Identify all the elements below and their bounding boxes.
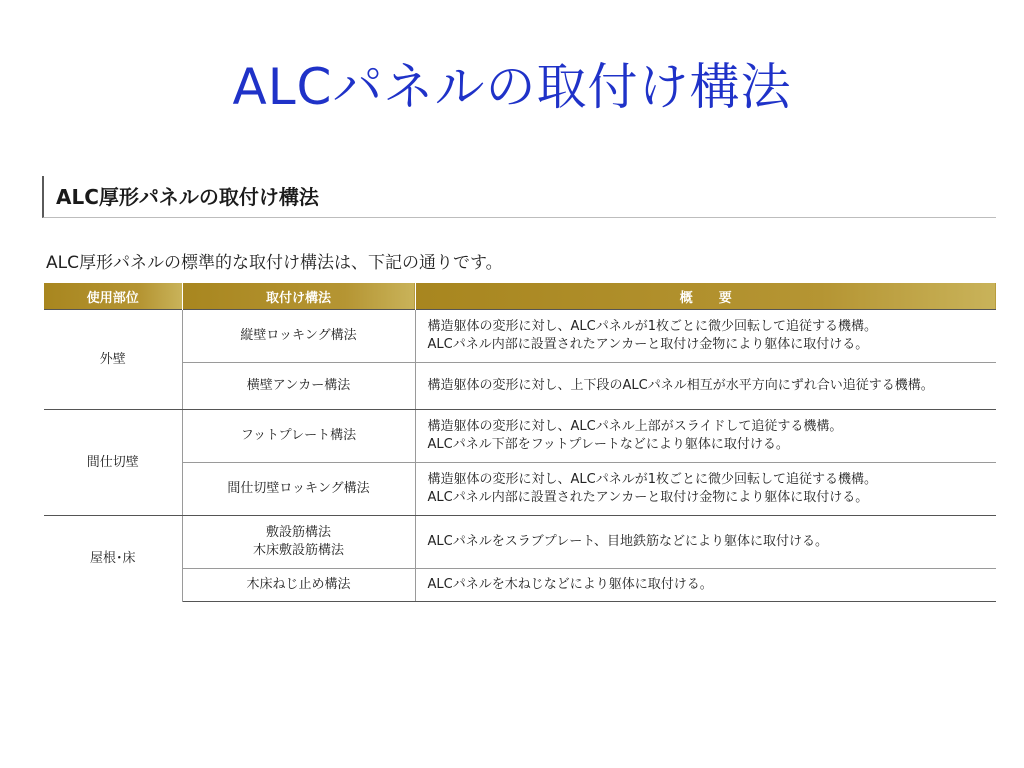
method-name: 木床ねじ止め構法 — [246, 577, 351, 592]
section-heading — [42, 176, 996, 218]
summary-cell — [415, 463, 996, 516]
table-row — [44, 569, 996, 602]
summary-line: ALCパネル内部に設置されたアンカーと取付け金物により躯体に取付ける。 — [427, 490, 869, 505]
summary-line: ALCパネルを木ねじなどにより躯体に取付ける。 — [427, 577, 713, 592]
method-name: フットプレート構法 — [240, 428, 357, 443]
slide-title: ALCパネルの取付け構法 — [232, 58, 792, 116]
summary-line: 構造躯体の変形に対し、ALCパネルが1枚ごとに微少回転して追従する機構。 — [427, 319, 877, 334]
table-row — [44, 410, 996, 463]
table-row — [44, 463, 996, 516]
summary-cell — [415, 516, 996, 569]
summary-cell — [415, 363, 996, 410]
table-row — [44, 516, 996, 569]
method-cell — [182, 516, 415, 569]
summary-cell — [415, 410, 996, 463]
method-cell — [182, 363, 415, 410]
part-cell: 外壁 — [44, 310, 182, 410]
method-name: 横壁アンカー構法 — [246, 378, 351, 393]
summary-line: ALCパネル下部をフットプレートなどにより躯体に取付ける。 — [427, 437, 789, 452]
method-cell — [182, 310, 415, 363]
method-cell — [182, 569, 415, 602]
table-row — [44, 363, 996, 410]
header-summary: 概 要 — [415, 283, 996, 310]
summary-cell — [415, 569, 996, 602]
header-method: 取付け構法 — [182, 283, 415, 310]
method-name: 木床敷設筋構法 — [252, 543, 344, 558]
method-name: 間仕切壁ロッキング構法 — [227, 481, 370, 496]
table-header-row — [44, 283, 996, 310]
header-part: 使用部位 — [44, 283, 182, 310]
summary-line: 構造躯体の変形に対し、ALCパネル上部がスライドして追従する機構。 — [427, 419, 843, 434]
mounting-methods-table — [44, 283, 996, 602]
method-cell — [182, 410, 415, 463]
method-cell — [182, 463, 415, 516]
method-name: 縦壁ロッキング構法 — [240, 328, 357, 343]
intro-text: ALC厚形パネルの標準的な取付け構法は、下記の通りです。 — [46, 253, 503, 273]
section-heading-text: ALC厚形パネルの取付け構法 — [56, 185, 319, 209]
summary-line: 構造躯体の変形に対し、上下段のALCパネル相互が水平方向にずれ合い追従する機構。 — [427, 378, 934, 393]
summary-line: ALCパネルをスラブプレート、目地鉄筋などにより躯体に取付ける。 — [427, 534, 829, 549]
summary-line: ALCパネル内部に設置されたアンカーと取付け金物により躯体に取付ける。 — [427, 337, 869, 352]
table-row — [44, 310, 996, 363]
part-cell: 屋根･床 — [44, 516, 182, 602]
summary-line: 構造躯体の変形に対し、ALCパネルが1枚ごとに微少回転して追従する機構。 — [427, 472, 877, 487]
part-cell: 間仕切壁 — [44, 410, 182, 516]
summary-cell — [415, 310, 996, 363]
method-name: 敷設筋構法 — [265, 525, 331, 540]
